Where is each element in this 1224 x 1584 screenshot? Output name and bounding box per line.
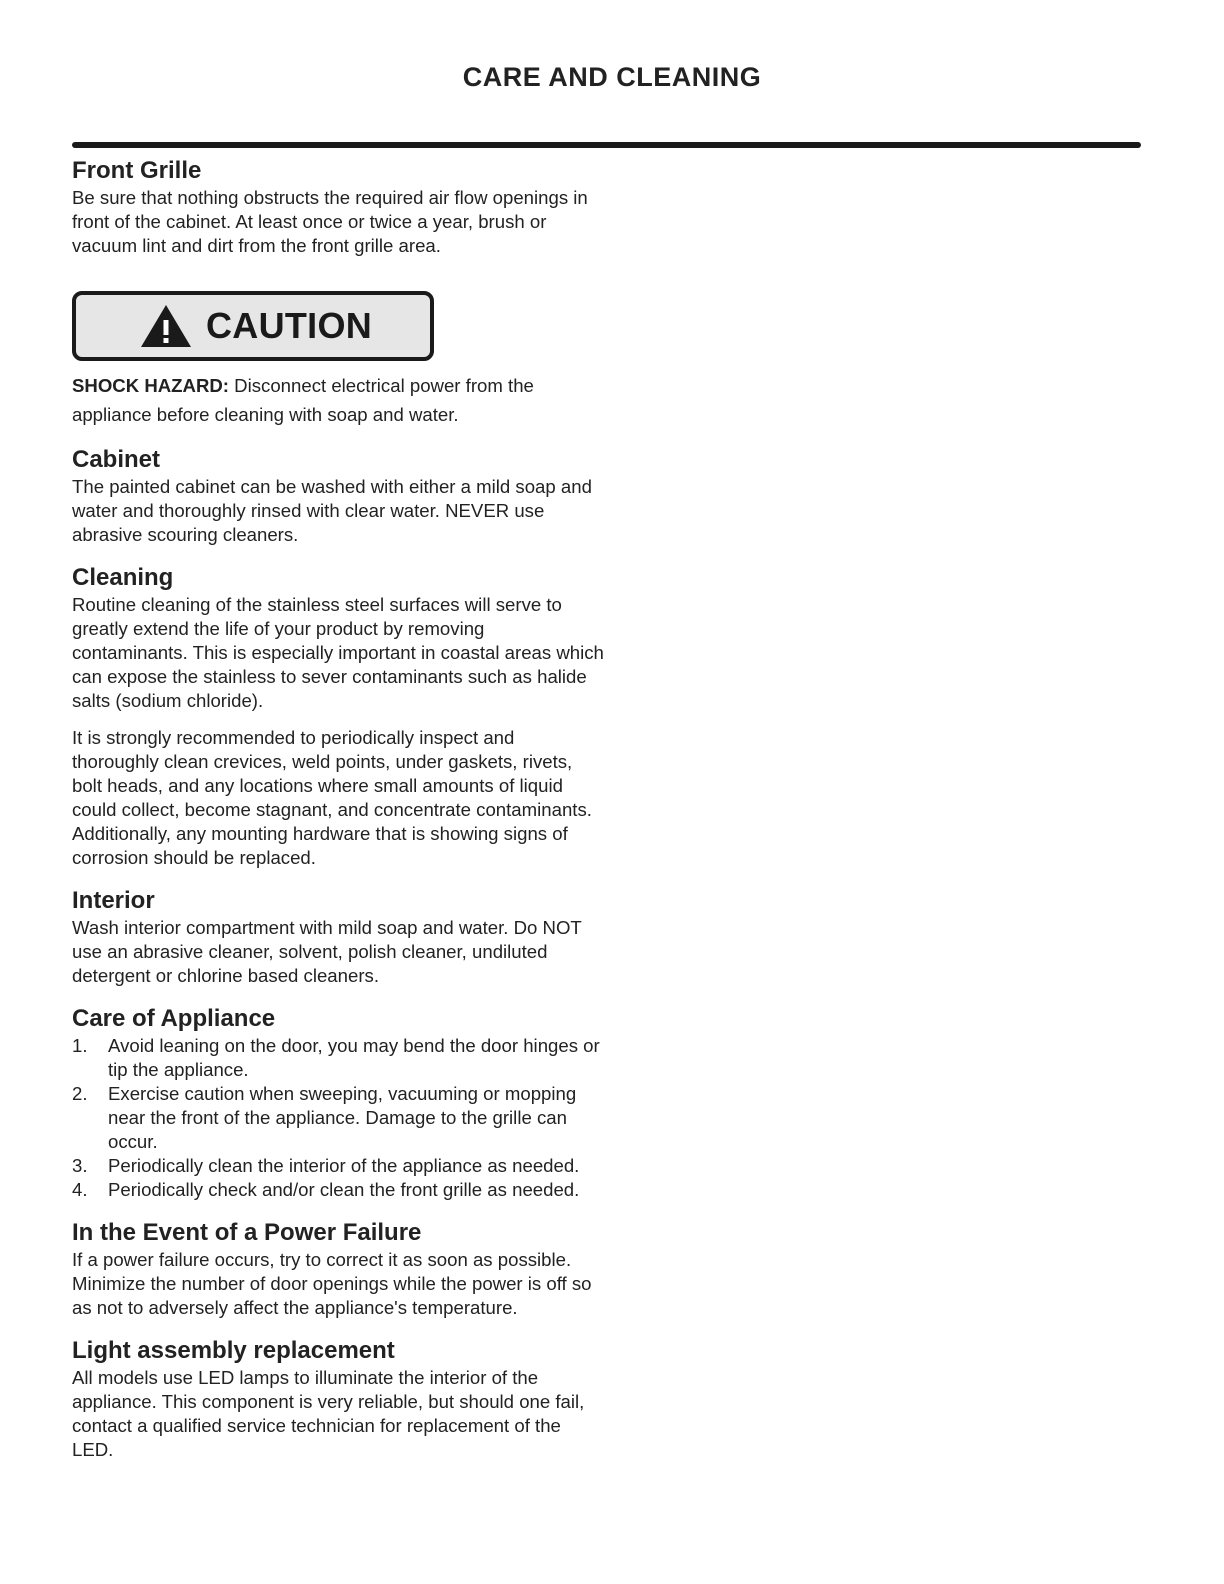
shock-hazard-notice (72, 371, 604, 429)
list-number: 4. (72, 1179, 88, 1200)
list-text: Periodically clean the interior of the appliance as needed. (108, 1155, 580, 1176)
section-body: It is strongly recommended to periodically inspect and thoroughly clean crevices, weld points, under gaskets, rivets, bolt heads, and any locations where small amounts of liquid could collect, become stagnant, and concentrate contaminants. Additionally, any mounting hardware that is showing signs of corrosion should be replaced. (72, 727, 592, 868)
section-title: Interior (72, 887, 155, 914)
section-body: Wash interior compartment with mild soap and water. Do NOT use an abrasive cleaner, solvent, polish cleaner, undiluted detergent or chlorine based cleaners. (72, 917, 582, 986)
list-number: 2. (72, 1083, 88, 1104)
list-item (72, 1082, 604, 1154)
warning-triangle-icon (140, 304, 192, 348)
shock-hazard-body: Disconnect electrical power from the appliance before cleaning with soap and water. (72, 375, 534, 425)
care-list (72, 1034, 604, 1202)
section-body: All models use LED lamps to illuminate the interior of the appliance. This component is very reliable, but should one fail, contact a qualified service technician for replacement of the LED. (72, 1367, 585, 1460)
list-text: Periodically check and/or clean the front grille as needed. (108, 1179, 580, 1200)
section-cabinet (72, 445, 604, 547)
title-divider (72, 142, 1141, 148)
section-title: In the Event of a Power Failure (72, 1219, 422, 1246)
section-title: Light assembly replacement (72, 1337, 395, 1364)
shock-hazard-label: SHOCK HAZARD: (72, 375, 230, 396)
page-title: CARE AND CLEANING (462, 62, 762, 92)
list-text: Exercise caution when sweeping, vacuuming or mopping near the front of the appliance. Damage to the grille can occur. (108, 1083, 577, 1152)
section-title: Care of Appliance (72, 1005, 276, 1032)
section-body: Routine cleaning of the stainless steel surfaces will serve to greatly extend the life of your product by removing contaminants. This is especially important in coastal areas which can expose the stainless to sever contaminants such as halide salts (sodium chloride). (72, 594, 604, 711)
section-interior (72, 886, 604, 988)
section-power-failure (72, 1218, 604, 1320)
list-number: 1. (72, 1035, 88, 1056)
section-body: The painted cabinet can be washed with either a mild soap and water and thoroughly rinsed with clear water. NEVER use abrasive scouring cleaners. (72, 476, 592, 545)
list-item (72, 1154, 604, 1178)
caution-label: CAUTION (206, 305, 373, 346)
section-cleaning (72, 563, 604, 870)
content-column (72, 156, 604, 1478)
section-body: If a power failure occurs, try to correct it as soon as possible. Minimize the number of door openings while the power is off so as not to adversely affect the appliance's temperature. (72, 1249, 592, 1318)
section-front-grille (72, 156, 604, 258)
section-care-of-appliance (72, 1004, 604, 1202)
list-item (72, 1178, 604, 1202)
caution-banner (72, 291, 434, 361)
section-body: Be sure that nothing obstructs the required air flow openings in front of the cabinet. At least once or twice a year, brush or vacuum lint and dirt from the front grille area. (72, 187, 588, 256)
section-light-assembly (72, 1336, 604, 1462)
list-item (72, 1034, 604, 1082)
shock-hazard-text (72, 371, 604, 429)
list-number: 3. (72, 1155, 88, 1176)
list-text: Avoid leaning on the door, you may bend the door hinges or tip the appliance. (108, 1035, 600, 1080)
section-title: Front Grille (72, 157, 202, 184)
section-title: Cabinet (72, 446, 161, 473)
section-title: Cleaning (72, 564, 174, 591)
